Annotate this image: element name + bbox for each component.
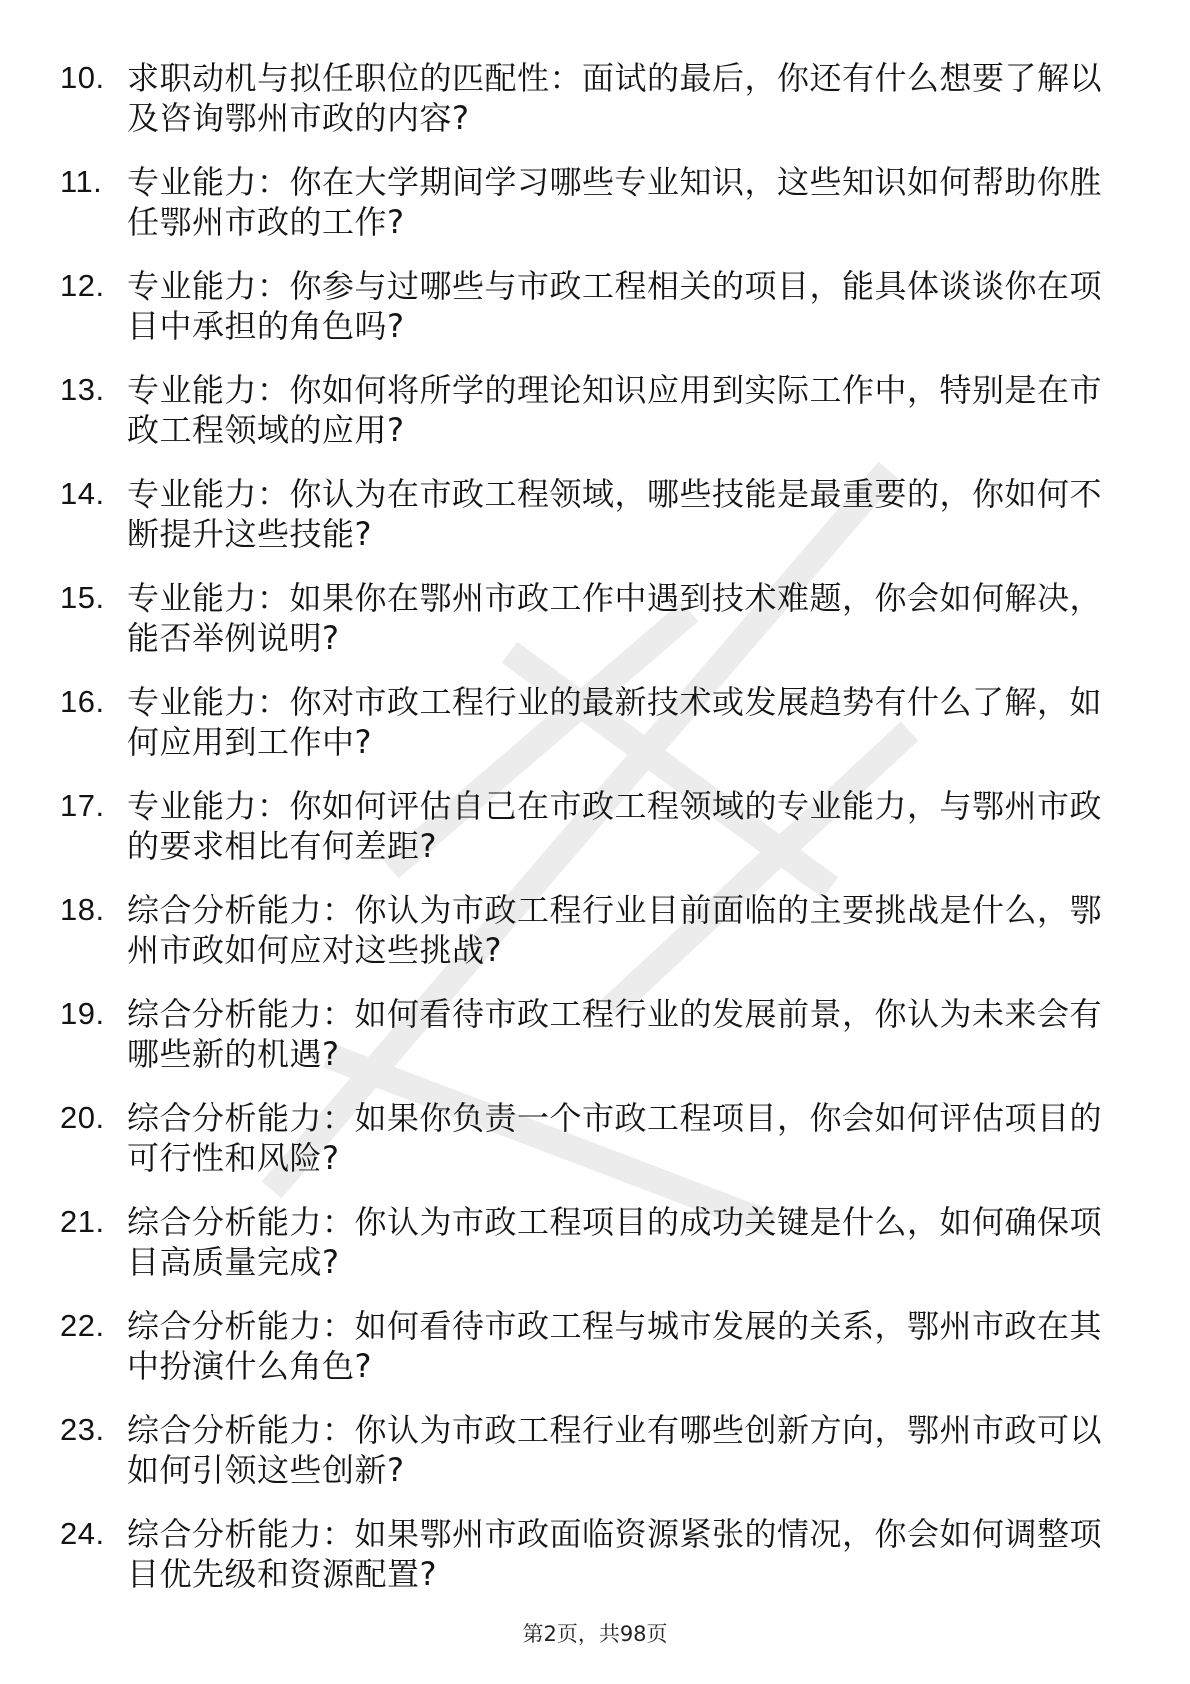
question-item: [60, 1202, 1120, 1282]
question-list: [60, 58, 1120, 1618]
question-number: 17.: [60, 788, 105, 823]
question-item: [60, 578, 1120, 658]
question-text: 专业能力：你对市政工程行业的最新技术或发展趋势有什么了解，如何应用到工作中?: [127, 683, 1103, 761]
question-item: [60, 682, 1120, 762]
question-item: [60, 786, 1120, 866]
question-text: 综合分析能力：如何看待市政工程与城市发展的关系，鄂州市政在其中扮演什么角色?: [127, 1307, 1103, 1385]
question-item: [60, 370, 1120, 450]
question-text: 专业能力：你参与过哪些与市政工程相关的项目，能具体谈谈你在项目中承担的角色吗?: [127, 267, 1103, 345]
question-item: [60, 890, 1120, 970]
page-footer: [0, 1618, 1190, 1648]
question-text: 综合分析能力：如果你负责一个市政工程项目，你会如何评估项目的可行性和风险?: [127, 1099, 1103, 1177]
question-text: 专业能力：你在大学期间学习哪些专业知识，这些知识如何帮助你胜任鄂州市政的工作?: [127, 163, 1103, 241]
question-text: 求职动机与拟任职位的匹配性：面试的最后，你还有什么想要了解以及咨询鄂州市政的内容?: [127, 59, 1103, 137]
question-text: 综合分析能力：你认为市政工程行业目前面临的主要挑战是什么，鄂州市政如何应对这些挑战?: [127, 891, 1103, 969]
question-text: 专业能力：如果你在鄂州市政工作中遇到技术难题，你会如何解决，能否举例说明?: [127, 579, 1103, 657]
question-item: [60, 994, 1120, 1074]
question-number: 23.: [60, 1412, 105, 1447]
question-item: [60, 1306, 1120, 1386]
question-number: 18.: [60, 892, 105, 927]
question-number: 21.: [60, 1204, 105, 1239]
question-text: 综合分析能力：如何看待市政工程行业的发展前景，你认为未来会有哪些新的机遇?: [127, 995, 1103, 1073]
question-number: 24.: [60, 1516, 105, 1551]
question-item: [60, 1098, 1120, 1178]
question-item: [60, 58, 1120, 138]
question-item: [60, 474, 1120, 554]
question-number: 14.: [60, 476, 105, 511]
question-item: [60, 1410, 1120, 1490]
page-number-label: 第2页，共98页: [522, 1622, 668, 1646]
question-item: [60, 1514, 1120, 1594]
question-text: 专业能力：你认为在市政工程领域，哪些技能是最重要的，你如何不断提升这些技能?: [127, 475, 1103, 553]
question-text: 专业能力：你如何将所学的理论知识应用到实际工作中，特别是在市政工程领域的应用?: [127, 371, 1103, 449]
question-text: 专业能力：你如何评估自己在市政工程领域的专业能力，与鄂州市政的要求相比有何差距?: [127, 787, 1103, 865]
question-number: 11.: [60, 164, 103, 199]
question-number: 13.: [60, 372, 105, 407]
question-number: 19.: [60, 996, 105, 1031]
question-item: [60, 266, 1120, 346]
question-number: 16.: [60, 684, 105, 719]
question-number: 22.: [60, 1308, 105, 1343]
question-text: 综合分析能力：你认为市政工程行业有哪些创新方向，鄂州市政可以如何引领这些创新?: [127, 1411, 1103, 1489]
question-number: 10.: [60, 60, 105, 95]
question-item: [60, 162, 1120, 242]
question-number: 20.: [60, 1100, 105, 1135]
question-number: 12.: [60, 268, 105, 303]
question-text: 综合分析能力：如果鄂州市政面临资源紧张的情况，你会如何调整项目优先级和资源配置?: [127, 1515, 1103, 1593]
question-number: 15.: [60, 580, 105, 615]
question-text: 综合分析能力：你认为市政工程项目的成功关键是什么，如何确保项目高质量完成?: [127, 1203, 1103, 1281]
